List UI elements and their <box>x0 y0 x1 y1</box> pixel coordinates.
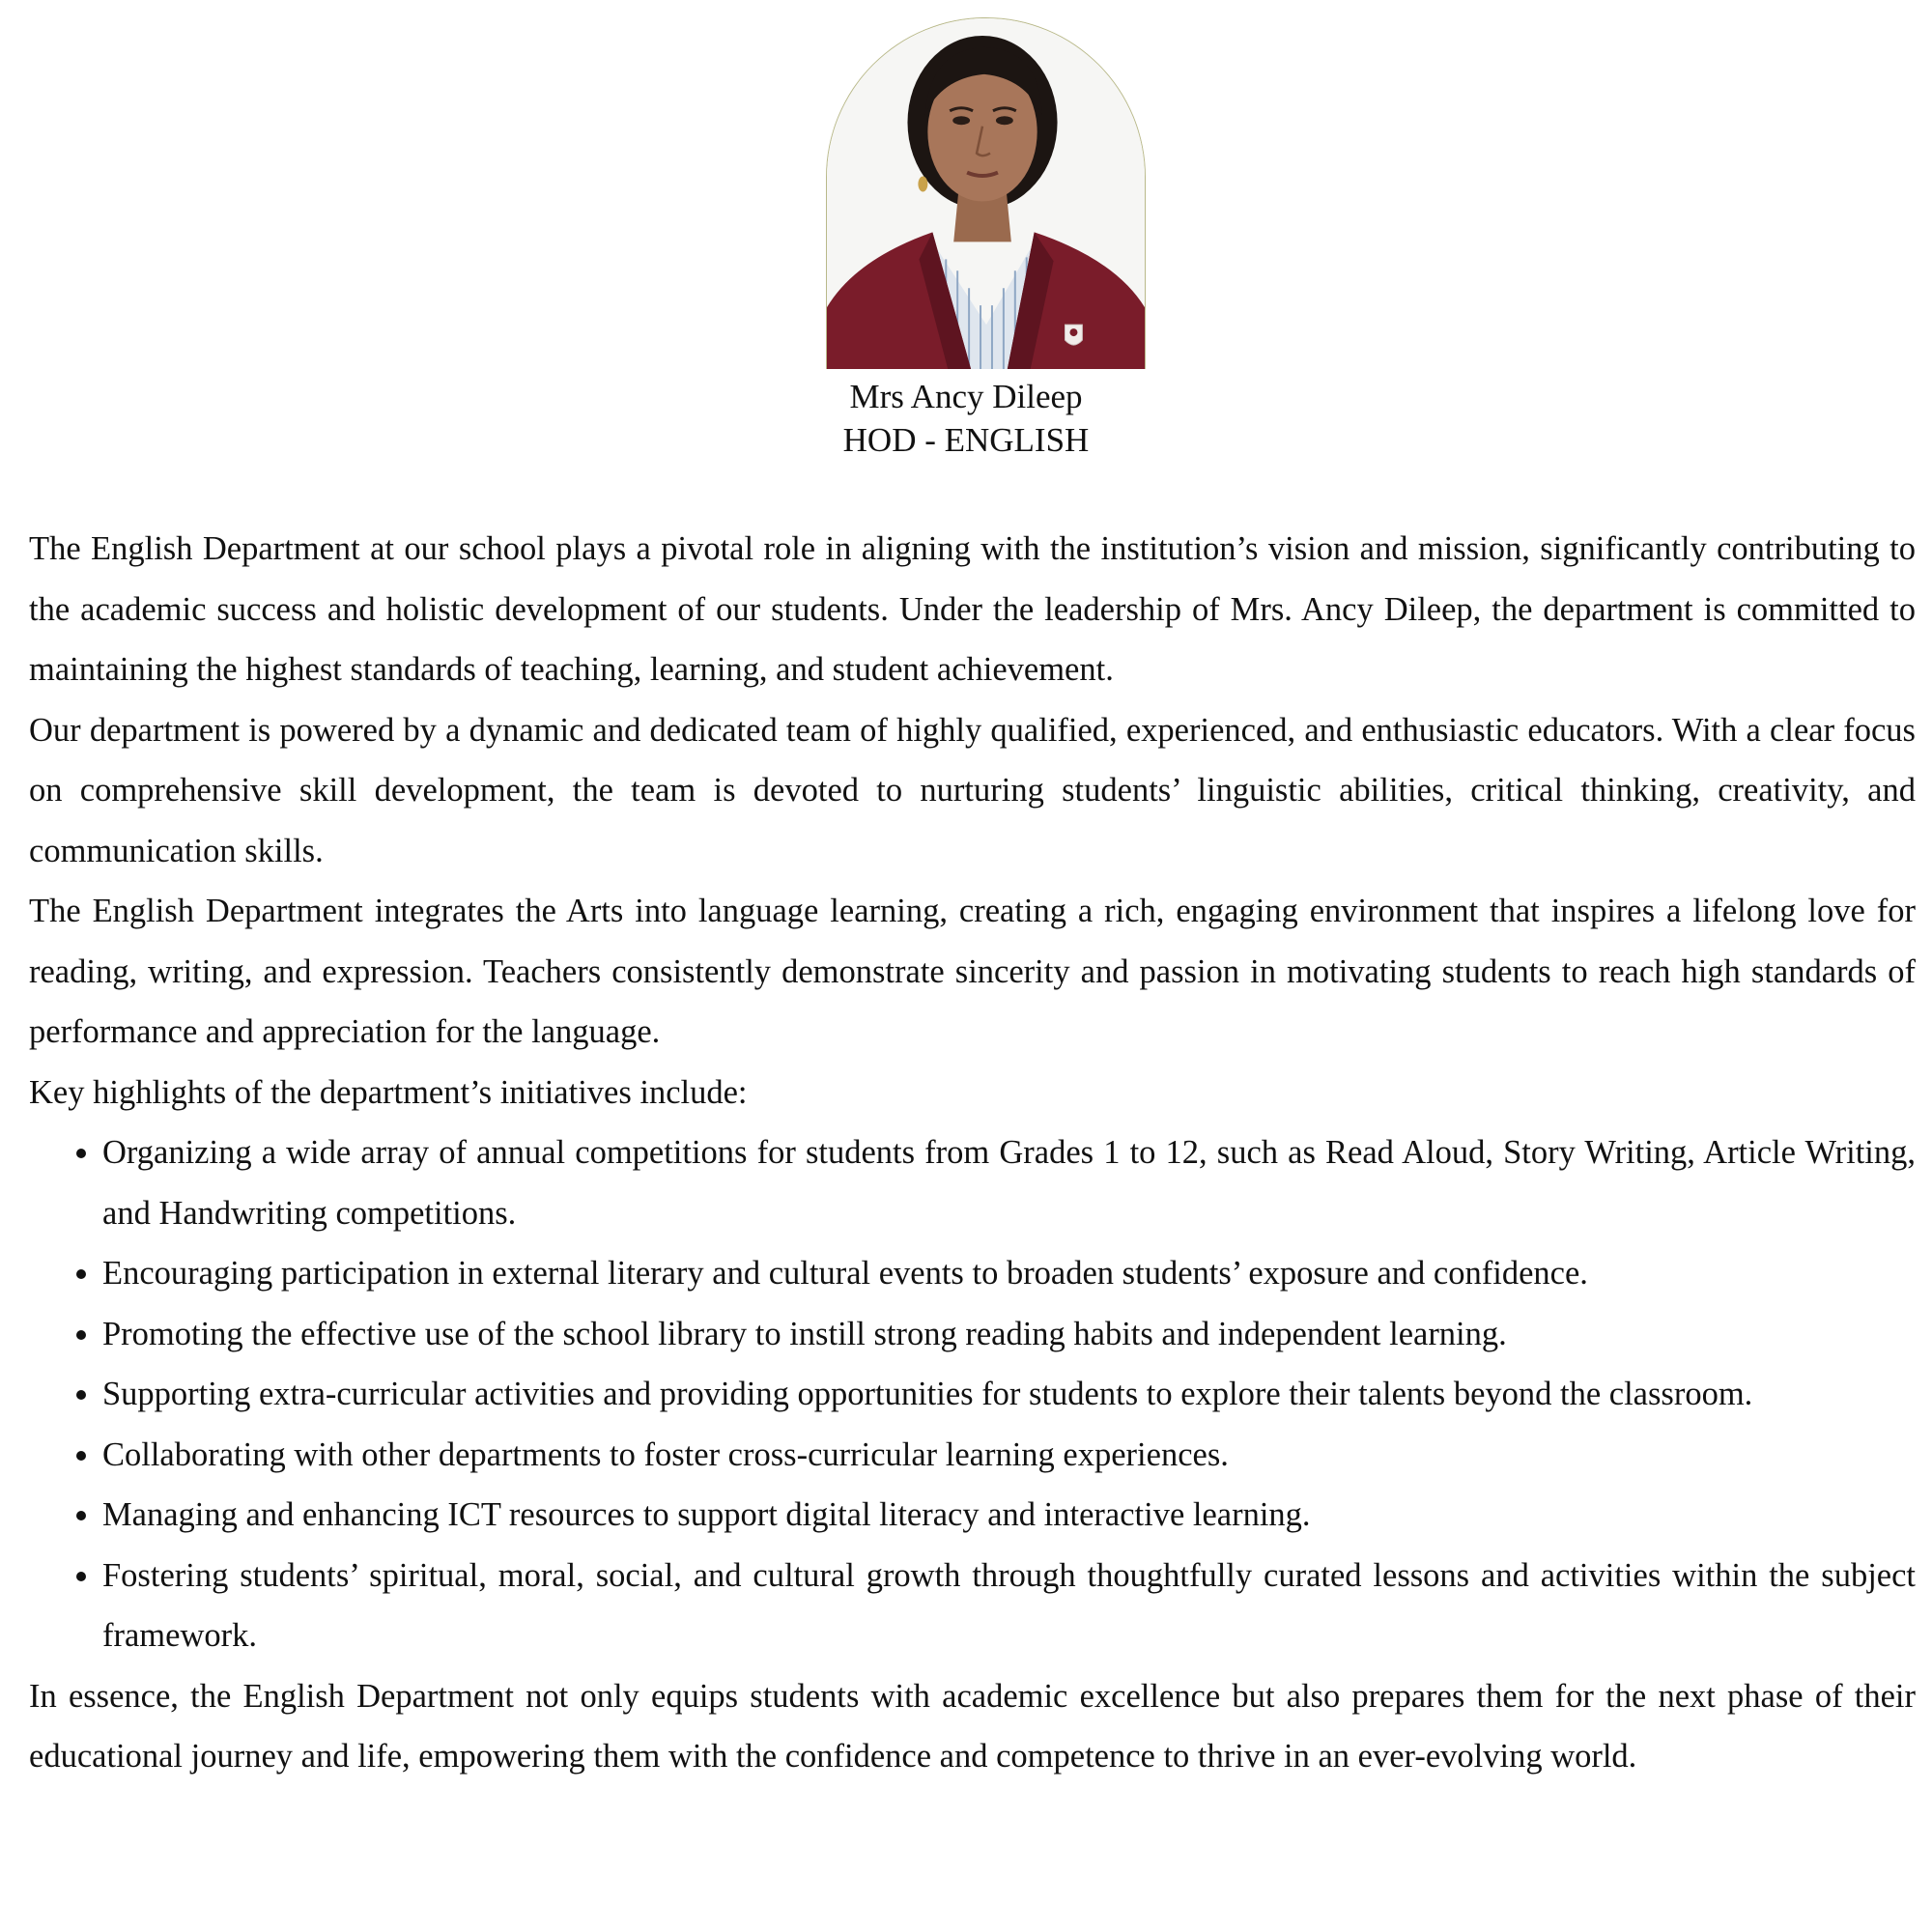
list-item: • Encouraging participation in external literary and cultural events to broaden students’ exposure and confidence. <box>102 1243 1916 1304</box>
list-item: • Supporting extra-curricular activities and providing opportunities for students to explore their talents beyond the classroom. <box>102 1364 1916 1425</box>
closing-paragraph: In essence, the English Department not only equips students with academic excellence but also prepares them for the next phase of their educational journey and life, empowering them with the confidence and competence to thrive in an ever-evolving world. <box>29 1677 1916 1775</box>
list-item: • Managing and enhancing ICT resources to support digital literacy and interactive learning. <box>102 1485 1916 1546</box>
portrait-illustration <box>827 18 1145 369</box>
list-item: • Collaborating with other departments to foster cross-curricular learning experiences. <box>102 1425 1916 1486</box>
highlights-heading: Key highlights of the department’s initiatives include: <box>29 1073 748 1111</box>
list-item: • Promoting the effective use of the school library to instill strong reading habits and independent learning. <box>102 1304 1916 1365</box>
intro-paragraph: Our department is powered by a dynamic and dedicated team of highly qualified, experienced, and enthusiastic educators. With a clear focus on comprehensive skill development, the team is devoted to nurturing students’ linguistic abilities, critical thinking, creativity, and communication skills. <box>29 711 1916 869</box>
intro-paragraph: The English Department at our school plays a pivotal role in aligning with the institution’s vision and mission, significantly contributing to the academic success and holistic development of our students. Under the leadership of Mrs. Ancy Dileep, the department is committed to maintaining the highest standards of teaching, learning, and student achievement. <box>29 530 1916 688</box>
highlights-list <box>29 1122 1916 1666</box>
list-item: • Fostering students’ spiritual, moral, social, and cultural growth through thoughtfully curated lessons and activities within the subject framework. <box>102 1546 1916 1666</box>
staff-name: Mrs Ancy Dileep <box>849 378 1083 415</box>
list-item: • Organizing a wide array of annual competitions for students from Grades 1 to 12, such as Read Aloud, Story Writing, Article Writing, and Handwriting competitions. <box>102 1122 1916 1243</box>
department-description <box>29 519 1916 1787</box>
staff-role: HOD - ENGLISH <box>842 421 1090 459</box>
intro-paragraph: The English Department integrates the Arts into language learning, creating a rich, engaging environment that inspires a lifelong love for reading, writing, and expression. Teachers consistently demonstrate sincerity and passion in motivating students to reach high standards of performance and appreciation for the language. <box>29 893 1916 1050</box>
portrait-photo <box>826 17 1146 369</box>
